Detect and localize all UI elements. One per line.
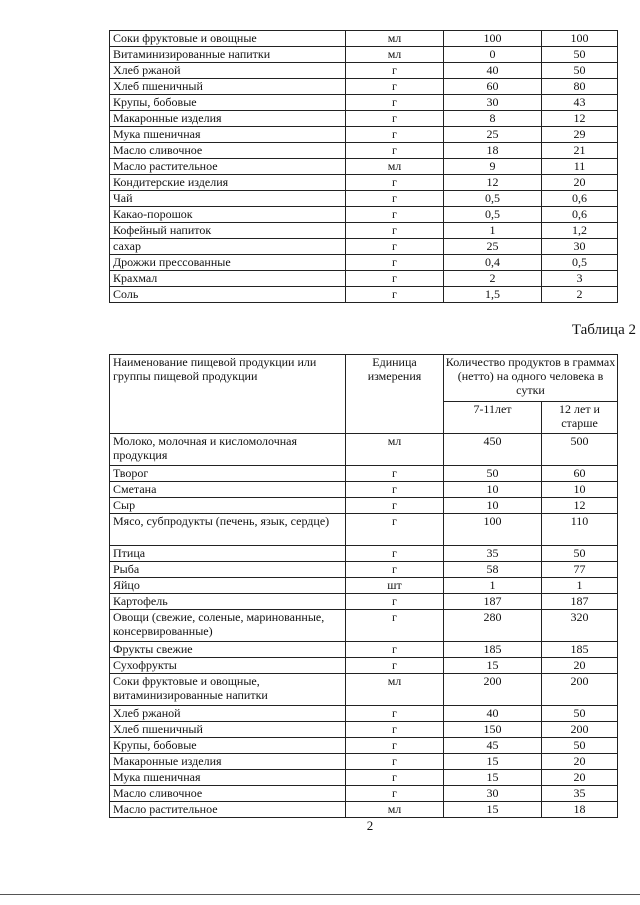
value-cell: 0,4 (444, 255, 542, 271)
table-row (110, 658, 618, 674)
table-row (110, 239, 618, 255)
table-row (110, 207, 618, 223)
value-cell: 30 (542, 239, 618, 255)
value-cell: 150 (444, 722, 542, 738)
value-cell: 15 (444, 658, 542, 674)
unit-cell: г (346, 255, 444, 271)
value-cell: 60 (444, 79, 542, 95)
value-cell: 29 (542, 127, 618, 143)
product-name-cell: Мука пшеничная (110, 127, 346, 143)
product-name-cell: сахар (110, 239, 346, 255)
value-cell: 187 (542, 594, 618, 610)
value-cell: 80 (542, 79, 618, 95)
product-name-cell: Масло растительное (110, 802, 346, 818)
value-cell: 60 (542, 466, 618, 482)
product-name-cell: Хлеб пшеничный (110, 79, 346, 95)
table-row (110, 722, 618, 738)
table-row (110, 594, 618, 610)
value-cell: 200 (542, 674, 618, 706)
product-name-cell: Масло сливочное (110, 786, 346, 802)
product-name-cell: Хлеб ржаной (110, 706, 346, 722)
unit-cell: мл (346, 47, 444, 63)
unit-cell: г (346, 562, 444, 578)
table-row (110, 159, 618, 175)
unit-cell: г (346, 207, 444, 223)
value-cell: 35 (444, 546, 542, 562)
product-name-cell: Соль (110, 287, 346, 303)
table-row (110, 434, 618, 466)
value-cell: 15 (444, 770, 542, 786)
value-cell: 25 (444, 239, 542, 255)
table-row (110, 546, 618, 562)
unit-cell: г (346, 738, 444, 754)
table-row (110, 562, 618, 578)
value-cell: 15 (444, 754, 542, 770)
product-name-cell: Овощи (свежие, соленые, маринованные, консервированные) (110, 610, 346, 642)
value-cell: 12 (444, 175, 542, 191)
value-cell: 30 (444, 786, 542, 802)
product-name-cell: Витаминизированные напитки (110, 47, 346, 63)
value-cell: 20 (542, 770, 618, 786)
table-row (110, 47, 618, 63)
unit-cell: г (346, 770, 444, 786)
unit-cell: г (346, 642, 444, 658)
product-name-cell: Яйцо (110, 578, 346, 594)
value-cell: 185 (444, 642, 542, 658)
value-cell: 40 (444, 706, 542, 722)
table-row (110, 754, 618, 770)
value-cell: 35 (542, 786, 618, 802)
product-name-cell: Кондитерские изделия (110, 175, 346, 191)
value-cell: 12 (542, 498, 618, 514)
unit-cell: г (346, 127, 444, 143)
product-name-cell: Макаронные изделия (110, 111, 346, 127)
unit-cell: г (346, 79, 444, 95)
value-cell: 0,5 (542, 255, 618, 271)
value-cell: 15 (444, 802, 542, 818)
table-row (110, 610, 618, 642)
table-row (110, 63, 618, 79)
value-cell: 0,5 (444, 207, 542, 223)
value-cell: 320 (542, 610, 618, 642)
value-cell: 1 (444, 223, 542, 239)
unit-cell: г (346, 95, 444, 111)
product-name-cell: Фрукты свежие (110, 642, 346, 658)
value-cell: 50 (542, 63, 618, 79)
value-cell: 20 (542, 754, 618, 770)
unit-cell: г (346, 63, 444, 79)
product-name-cell: Мясо, субпродукты (печень, язык, сердце) (110, 514, 346, 546)
value-cell: 187 (444, 594, 542, 610)
unit-cell: г (346, 514, 444, 546)
value-cell: 1,2 (542, 223, 618, 239)
unit-cell: шт (346, 578, 444, 594)
value-cell: 10 (542, 482, 618, 498)
header-age-12-plus: 12 лет и старше (542, 402, 618, 434)
table-row (110, 770, 618, 786)
product-name-cell: Сыр (110, 498, 346, 514)
product-name-cell: Хлеб пшеничный (110, 722, 346, 738)
value-cell: 50 (444, 466, 542, 482)
product-name-cell: Крахмал (110, 271, 346, 287)
unit-cell: г (346, 706, 444, 722)
table-row (110, 514, 618, 546)
value-cell: 18 (542, 802, 618, 818)
value-cell: 10 (444, 498, 542, 514)
unit-cell: г (346, 191, 444, 207)
product-name-cell: Крупы, бобовые (110, 738, 346, 754)
product-name-cell: Сухофрукты (110, 658, 346, 674)
value-cell: 12 (542, 111, 618, 127)
unit-cell: мл (346, 802, 444, 818)
table-row (110, 31, 618, 47)
product-name-cell: Дрожжи прессованные (110, 255, 346, 271)
value-cell: 77 (542, 562, 618, 578)
unit-cell: мл (346, 159, 444, 175)
table-row (110, 578, 618, 594)
value-cell: 50 (542, 546, 618, 562)
value-cell: 2 (542, 287, 618, 303)
product-name-cell: Кофейный напиток (110, 223, 346, 239)
table-row (110, 271, 618, 287)
value-cell: 1 (444, 578, 542, 594)
unit-cell: г (346, 239, 444, 255)
product-name-cell: Творог (110, 466, 346, 482)
value-cell: 0,6 (542, 207, 618, 223)
unit-cell: мл (346, 434, 444, 466)
value-cell: 8 (444, 111, 542, 127)
table-row (110, 802, 618, 818)
value-cell: 100 (542, 31, 618, 47)
header-age-7-11: 7-11лет (444, 402, 542, 434)
value-cell: 1 (542, 578, 618, 594)
table-2 (109, 354, 618, 818)
table-row (110, 498, 618, 514)
unit-cell: г (346, 498, 444, 514)
product-name-cell: Какао-порошок (110, 207, 346, 223)
table-row (110, 175, 618, 191)
product-name-cell: Соки фруктовые и овощные, витаминизированные напитки (110, 674, 346, 706)
unit-cell: г (346, 594, 444, 610)
value-cell: 18 (444, 143, 542, 159)
value-cell: 200 (444, 674, 542, 706)
unit-cell: г (346, 786, 444, 802)
header-product-name: Наименование пищевой продукции или группы пищевой продукции (110, 355, 346, 434)
value-cell: 9 (444, 159, 542, 175)
value-cell: 20 (542, 175, 618, 191)
header-unit: Единица измерения (346, 355, 444, 434)
product-name-cell: Мука пшеничная (110, 770, 346, 786)
unit-cell: г (346, 111, 444, 127)
table-row (110, 127, 618, 143)
unit-cell: г (346, 546, 444, 562)
unit-cell: г (346, 466, 444, 482)
value-cell: 110 (542, 514, 618, 546)
table-row (110, 642, 618, 658)
table-header-row (110, 355, 618, 402)
unit-cell: мл (346, 31, 444, 47)
value-cell: 450 (444, 434, 542, 466)
header-quantity: Количество продуктов в граммах (нетто) на одного человека в сутки (444, 355, 618, 402)
table-row (110, 95, 618, 111)
unit-cell: г (346, 287, 444, 303)
value-cell: 43 (542, 95, 618, 111)
value-cell: 58 (444, 562, 542, 578)
table-row (110, 466, 618, 482)
footer-divider (0, 894, 640, 895)
value-cell: 200 (542, 722, 618, 738)
value-cell: 40 (444, 63, 542, 79)
table-row (110, 482, 618, 498)
value-cell: 45 (444, 738, 542, 754)
table-row (110, 255, 618, 271)
value-cell: 3 (542, 271, 618, 287)
table-row (110, 191, 618, 207)
table-2-caption: Таблица 2 (571, 322, 636, 338)
table-row (110, 287, 618, 303)
product-name-cell: Масло растительное (110, 159, 346, 175)
unit-cell: г (346, 610, 444, 642)
table-1 (109, 30, 618, 303)
product-name-cell: Сметана (110, 482, 346, 498)
unit-cell: г (346, 754, 444, 770)
unit-cell: г (346, 143, 444, 159)
product-name-cell: Молоко, молочная и кисломолочная продукция (110, 434, 346, 466)
table-row (110, 79, 618, 95)
value-cell: 500 (542, 434, 618, 466)
table-row (110, 674, 618, 706)
value-cell: 10 (444, 482, 542, 498)
unit-cell: г (346, 223, 444, 239)
value-cell: 280 (444, 610, 542, 642)
product-name-cell: Хлеб ржаной (110, 63, 346, 79)
value-cell: 0,5 (444, 191, 542, 207)
table-row (110, 706, 618, 722)
unit-cell: г (346, 175, 444, 191)
product-name-cell: Птица (110, 546, 346, 562)
value-cell: 11 (542, 159, 618, 175)
unit-cell: мл (346, 674, 444, 706)
unit-cell: г (346, 722, 444, 738)
value-cell: 0,6 (542, 191, 618, 207)
value-cell: 100 (444, 31, 542, 47)
value-cell: 1,5 (444, 287, 542, 303)
product-name-cell: Масло сливочное (110, 143, 346, 159)
value-cell: 100 (444, 514, 542, 546)
value-cell: 25 (444, 127, 542, 143)
product-name-cell: Соки фруктовые и овощные (110, 31, 346, 47)
value-cell: 50 (542, 706, 618, 722)
unit-cell: г (346, 658, 444, 674)
table-row (110, 143, 618, 159)
value-cell: 50 (542, 738, 618, 754)
value-cell: 50 (542, 47, 618, 63)
unit-cell: г (346, 271, 444, 287)
page-number: 2 (366, 818, 374, 833)
value-cell: 21 (542, 143, 618, 159)
unit-cell: г (346, 482, 444, 498)
table-row (110, 786, 618, 802)
table-row (110, 223, 618, 239)
value-cell: 20 (542, 658, 618, 674)
product-name-cell: Картофель (110, 594, 346, 610)
product-name-cell: Чай (110, 191, 346, 207)
product-name-cell: Крупы, бобовые (110, 95, 346, 111)
table-row (110, 738, 618, 754)
product-name-cell: Макаронные изделия (110, 754, 346, 770)
product-name-cell: Рыба (110, 562, 346, 578)
value-cell: 2 (444, 271, 542, 287)
value-cell: 30 (444, 95, 542, 111)
value-cell: 0 (444, 47, 542, 63)
value-cell: 185 (542, 642, 618, 658)
table-row (110, 111, 618, 127)
